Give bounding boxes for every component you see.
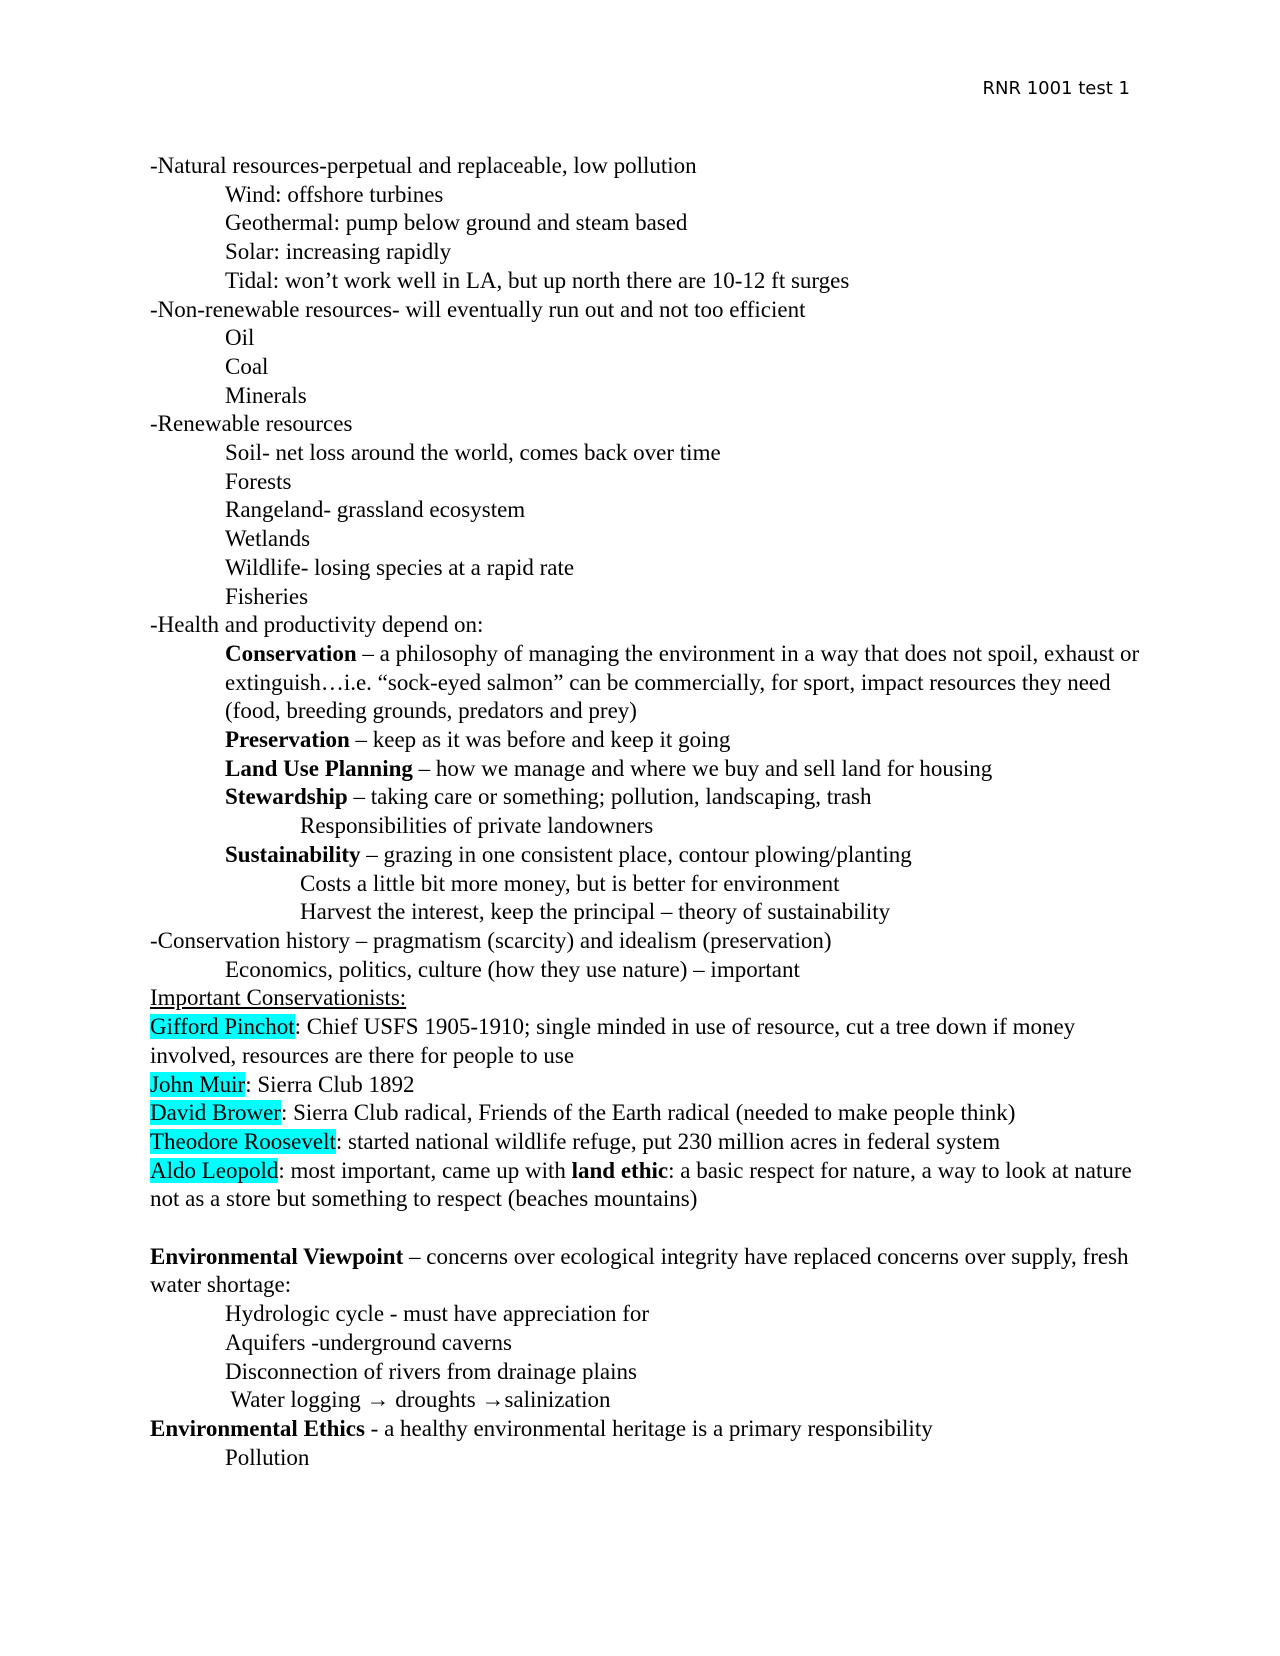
nonrenewable-heading: -Non-renewable resources- will eventually run out and not too efficient	[150, 296, 806, 322]
highlighted-name: John Muir	[150, 1071, 246, 1097]
viewpoint-definition	[150, 1243, 1140, 1300]
list-item: Wildlife- losing species at a rapid rate	[225, 554, 575, 580]
person-entry	[150, 1099, 1140, 1128]
page-header: RNR 1001 test 1	[982, 78, 1130, 99]
list-item: Aquifers -underground caverns	[225, 1329, 512, 1355]
conservationists-heading	[150, 984, 1140, 1013]
sub-item: Costs a little bit more money, but is better for environment	[300, 870, 840, 896]
list-item: Forests	[225, 468, 292, 494]
health-heading: -Health and productivity depend on:	[150, 612, 484, 638]
definition: – keep as it was before and keep it going	[349, 727, 731, 753]
term: Conservation	[225, 640, 357, 666]
document-body	[150, 152, 1140, 1472]
term: land ethic	[571, 1157, 669, 1183]
list-item: Minerals	[225, 382, 307, 408]
definition: – how we manage and where we buy and sell land for housing	[412, 755, 993, 781]
term: Preservation	[225, 727, 350, 753]
conservation-definition	[150, 640, 1140, 726]
list-item: Hydrologic cycle - must have appreciation for	[225, 1301, 650, 1327]
list-item: Wetlands	[225, 526, 311, 552]
definition: – a philosophy of managing the environment in a way that does not spoil, exhaust or extinguish…i.e. “sock-eyed salmon” can be commercially, for sport, impact resources they need (food, breeding grounds, predators and prey)	[225, 640, 1140, 724]
list-item: Soil- net loss around the world, comes back over time	[225, 440, 721, 466]
definition: - a healthy environmental heritage is a primary responsibility	[364, 1415, 933, 1441]
list-item: Fisheries	[225, 583, 309, 609]
sub-item: Responsibilities of private landowners	[300, 813, 654, 839]
term: Environmental Ethics	[150, 1415, 365, 1441]
definition: – concerns over ecological integrity have replaced concerns over supply, fresh water shortage:	[150, 1243, 1129, 1298]
person-entry	[150, 1128, 1140, 1157]
person-description: : Sierra Club 1892	[245, 1071, 415, 1097]
definition: – grazing in one consistent place, contour plowing/planting	[360, 841, 912, 867]
highlighted-name: Aldo Leopold	[150, 1157, 279, 1183]
underlined-heading: Important Conservationists:	[150, 985, 407, 1011]
person-description: : most important, came up with	[278, 1157, 572, 1183]
arrow-icon: →	[366, 1387, 390, 1413]
sustainability-definition	[150, 841, 1140, 870]
term: Land Use Planning	[225, 755, 413, 781]
list-item: Pollution	[225, 1444, 310, 1470]
highlighted-name: Theodore Roosevelt	[150, 1128, 336, 1154]
term: Stewardship	[225, 784, 348, 810]
term: Sustainability	[225, 841, 361, 867]
ethics-definition	[150, 1415, 1140, 1444]
land-use-definition	[150, 755, 1140, 784]
person-description: : a basic respect for nature, a way to look at nature not as a store but something to respect (beaches mountains)	[150, 1157, 1132, 1212]
list-item: Rangeland- grassland ecosystem	[225, 497, 526, 523]
list-item: Geothermal: pump below ground and steam based	[225, 210, 688, 236]
highlighted-name: Gifford Pinchot	[150, 1014, 295, 1040]
chain-text: droughts	[389, 1387, 482, 1413]
person-description: : started national wildlife refuge, put 230 million acres in federal system	[335, 1128, 1001, 1154]
list-item: Tidal: won’t work well in LA, but up north there are 10-12 ft surges	[225, 267, 850, 293]
person-entry	[150, 1157, 1140, 1214]
list-item: Solar: increasing rapidly	[225, 239, 452, 265]
list-item: Economics, politics, culture (how they use nature) – important	[225, 956, 800, 982]
stewardship-definition	[150, 783, 1140, 812]
term: Environmental Viewpoint	[150, 1243, 404, 1269]
list-item: Wind: offshore turbines	[225, 181, 444, 207]
arrow-icon: →	[481, 1387, 505, 1413]
list-item: Oil	[225, 325, 255, 351]
person-description: : Chief USFS 1905-1910; single minded in use of resource, cut a tree down if money involved, resources are there for people to use	[150, 1014, 1076, 1068]
chain-text: Water logging	[225, 1387, 367, 1413]
list-item: Coal	[225, 353, 269, 379]
chain-text: salinization	[504, 1387, 611, 1413]
history-heading: -Conservation history – pragmatism (scarcity) and idealism (preservation)	[150, 927, 832, 953]
person-entry	[150, 1013, 1140, 1070]
renewable-heading: -Renewable resources	[150, 411, 353, 437]
person-entry	[150, 1071, 1140, 1100]
chain-item	[150, 1386, 1140, 1415]
blank-line	[150, 1214, 1140, 1243]
definition: – taking care or something; pollution, landscaping, trash	[347, 784, 872, 810]
list-item: Disconnection of rivers from drainage plains	[225, 1358, 637, 1384]
highlighted-name: David Brower	[150, 1100, 281, 1126]
person-description: : Sierra Club radical, Friends of the Earth radical (needed to make people think)	[280, 1100, 1016, 1126]
sub-item: Harvest the interest, keep the principal – theory of sustainability	[300, 899, 891, 925]
preservation-definition	[150, 726, 1140, 755]
natural-resources-heading: -Natural resources-perpetual and replaceable, low pollution	[150, 153, 697, 178]
